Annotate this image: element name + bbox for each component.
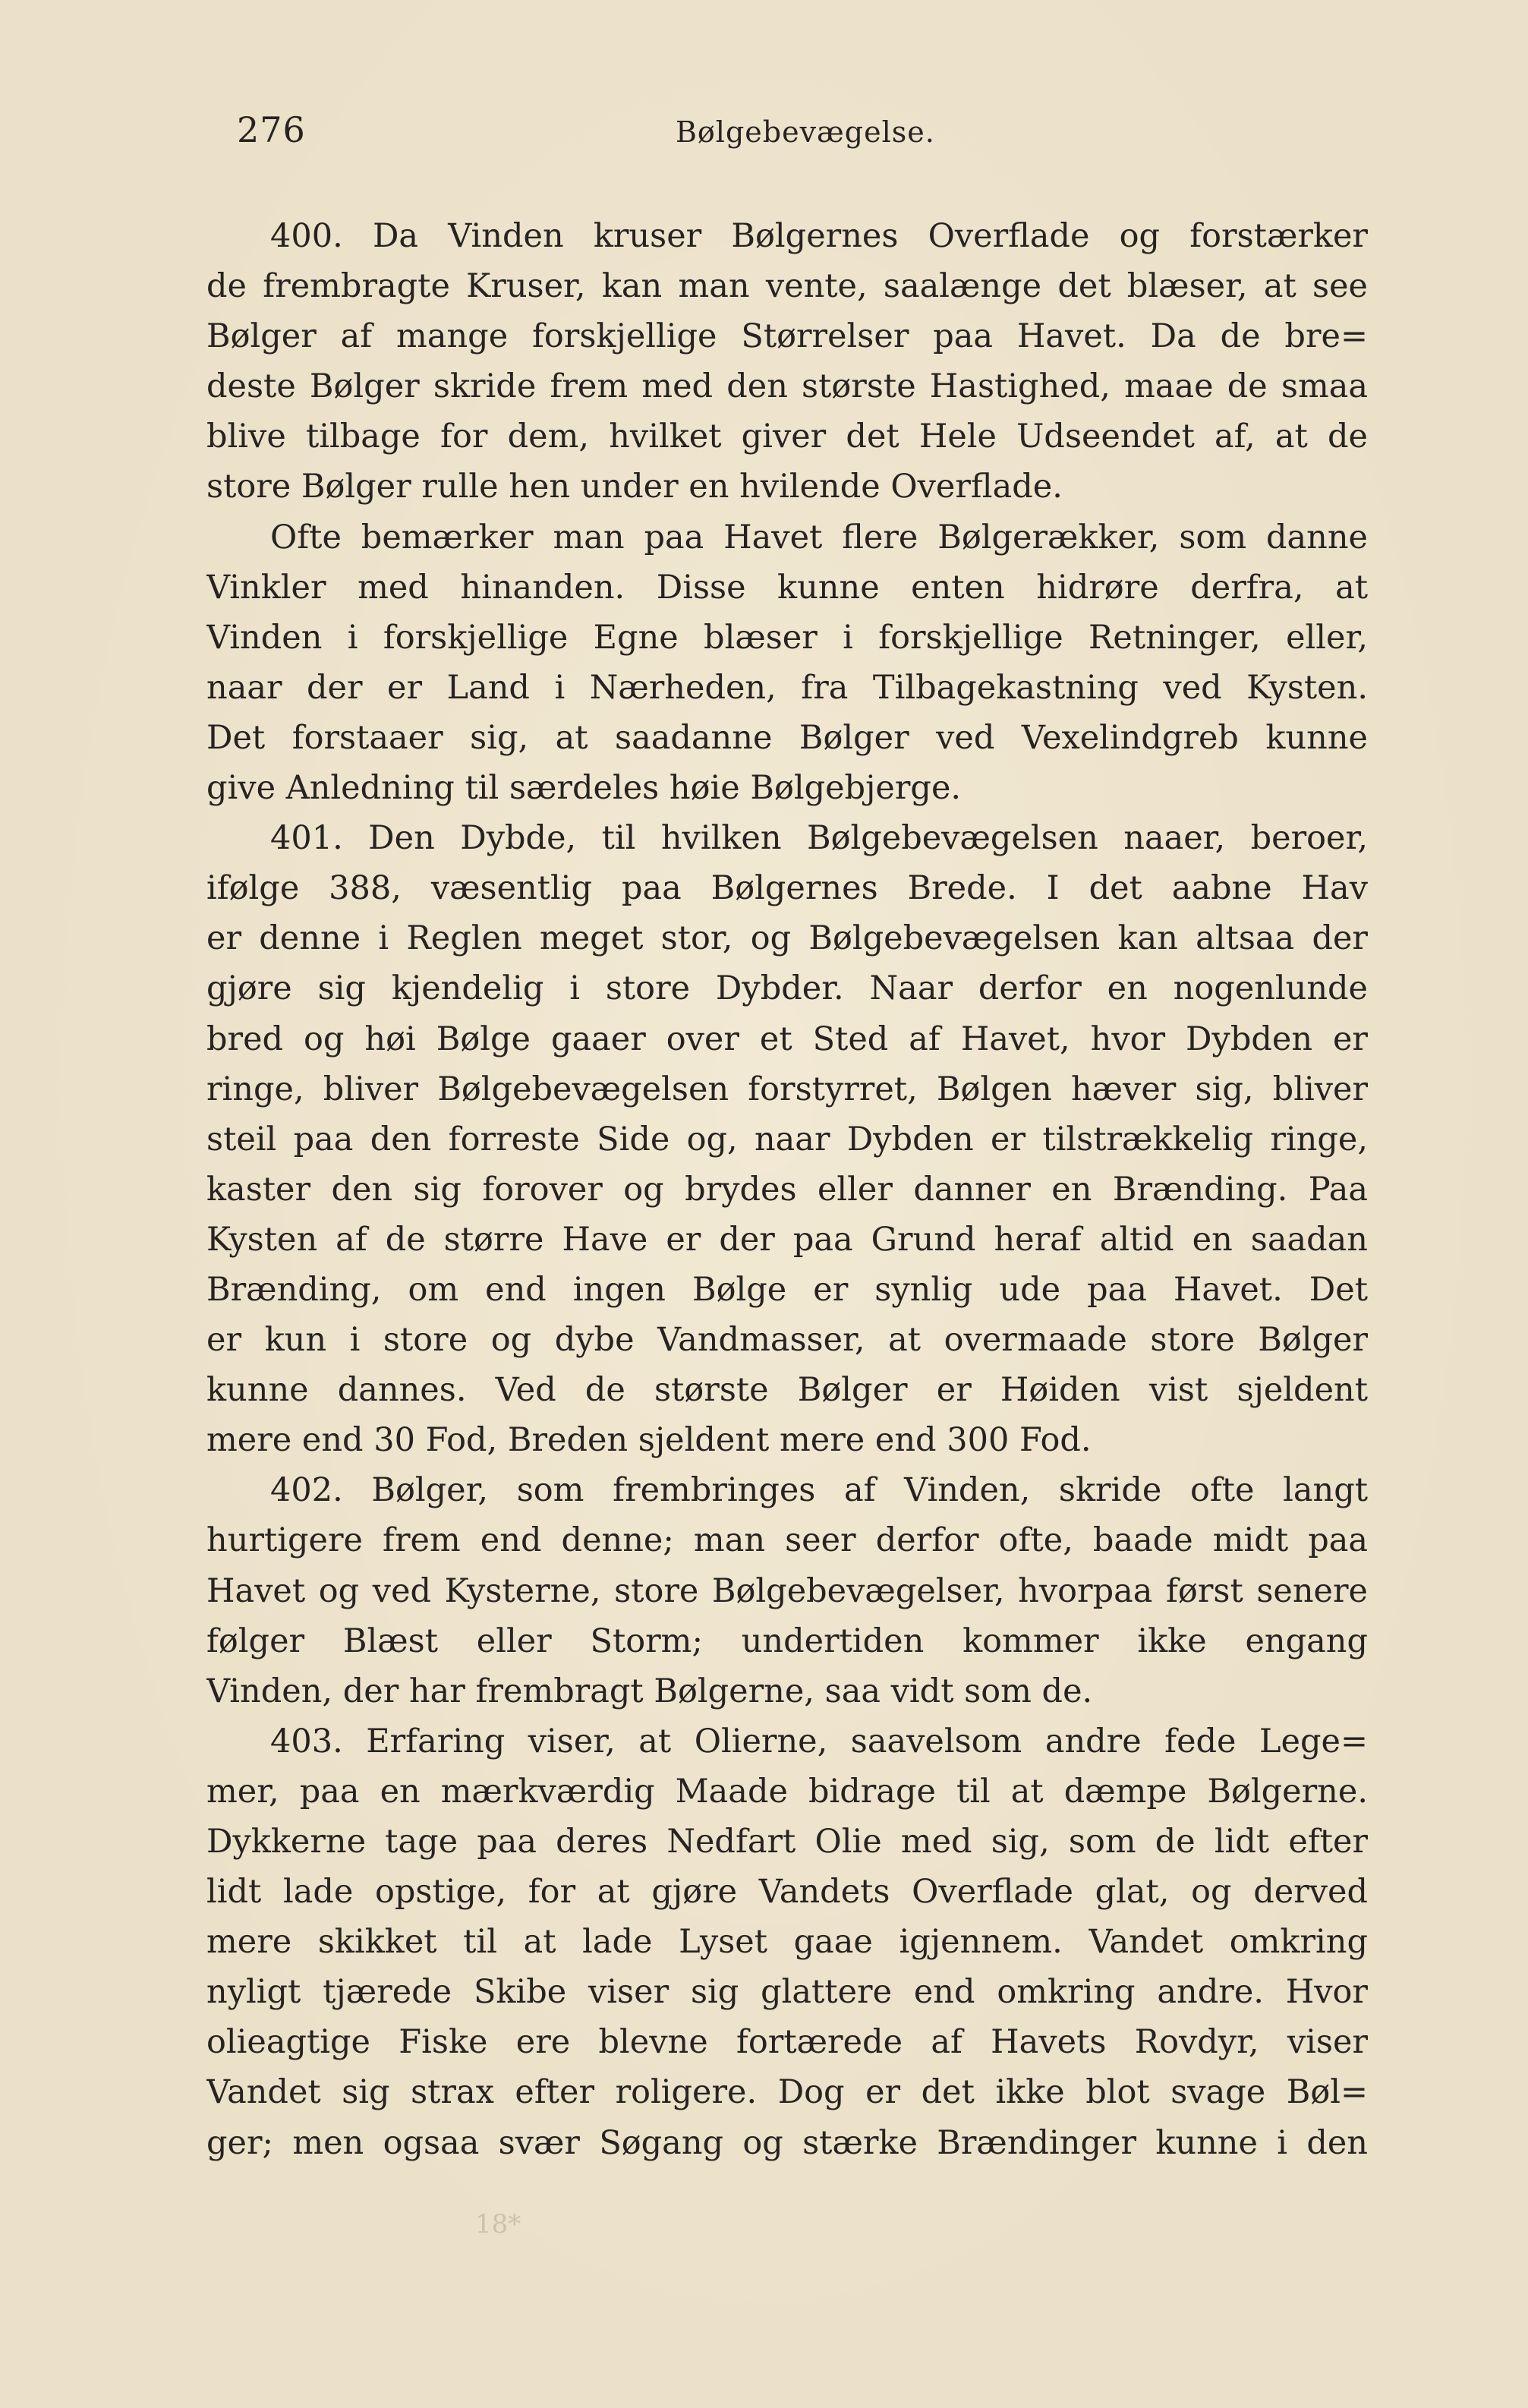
text-line: blive tilbage for dem, hvilket giver det Hele Udseendet af, at de: [206, 418, 1368, 456]
text-line: hurtigere frem end denne; man seer derfor ofte, baade midt paa: [206, 1521, 1368, 1560]
text-line: er kun i store og dybe Vandmasser, at overmaade store Bølger: [206, 1321, 1368, 1360]
signature-mark: 18*: [475, 2209, 521, 2239]
text-line: Ofte bemærker man paa Havet flere Bølgerækker, som danne: [270, 518, 1368, 556]
text-line: kaster den sig forover og brydes eller danner en Brænding. Paa: [206, 1170, 1368, 1209]
text-line: er denne i Reglen meget stor, og Bølgebevægelsen kan altsaa der: [206, 919, 1368, 958]
text-line: deste Bølger skride frem med den største Hastighed, maae de smaa: [206, 367, 1368, 406]
text-line: Brænding, om end ingen Bølge er synlig ude paa Havet. Det: [206, 1270, 1368, 1309]
text-line: olieagtige Fiske ere blevne fortærede af Havets Rovdyr, viser: [206, 2023, 1368, 2062]
text-line: Vinden i forskjellige Egne blæser i forskjellige Retninger, eller,: [206, 618, 1368, 657]
body-text: [206, 211, 1368, 2168]
text-line: mer, paa en mærkværdig Maade bidrage til at dæmpe Bølgerne.: [206, 1772, 1368, 1811]
text-line: lidt lade opstige, for at gjøre Vandets Overflade glat, og derved: [206, 1873, 1368, 1912]
text-line: nyligt tjærede Skibe viser sig glattere end omkring andre. Hvor: [206, 1973, 1368, 2012]
text-line: 402. Bølger, som frembringes af Vinden, skride ofte langt: [270, 1471, 1368, 1510]
text-line: Vandet sig strax efter roligere. Dog er det ikke blot svage Bøl=: [206, 2073, 1368, 2112]
text-line: Kysten af de større Have er der paa Grund heraf altid en saadan: [206, 1220, 1368, 1259]
text-line: mere skikket til at lade Lyset gaae igjennem. Vandet omkring: [206, 1923, 1368, 1962]
text-line: de frembragte Kruser, kan man vente, saalænge det blæser, at see: [206, 267, 1368, 306]
text-line: bred og høi Bølge gaaer over et Sted af Havet, hvor Dybden er: [206, 1020, 1368, 1058]
text-line: store Bølger rulle hen under en hvilende Overflade.: [206, 468, 1063, 506]
text-line: Dykkerne tage paa deres Nedfart Olie med sig, som de lidt efter: [206, 1823, 1368, 1861]
text-line: Bølger af mange forskjellige Størrelser paa Havet. Da de bre=: [206, 317, 1368, 356]
text-line: kunne dannes. Ved de største Bølger er Høiden vist sjeldent: [206, 1371, 1368, 1410]
text-line: ifølge 388, væsentlig paa Bølgernes Brede. I det aabne Hav: [206, 869, 1368, 908]
text-line: 401. Den Dybde, til hvilken Bølgebevægelsen naaer, beroer,: [270, 819, 1368, 858]
page-number: 276: [237, 109, 306, 150]
text-line: Vinkler med hinanden. Disse kunne enten hidrøre derfra, at: [206, 568, 1368, 607]
text-line: Det forstaaer sig, at saadanne Bølger ved Vexelindgreb kunne: [206, 718, 1368, 757]
text-line: gjøre sig kjendelig i store Dybder. Naar derfor en nogenlunde: [206, 969, 1368, 1008]
text-line: Havet og ved Kysterne, store Bølgebevægelser, hvorpaa først senere: [206, 1571, 1368, 1610]
text-line: 403. Erfaring viser, at Olierne, saavelsom andre fede Lege=: [270, 1722, 1368, 1760]
text-line: ringe, bliver Bølgebevægelsen forstyrret, Bølgen hæver sig, bliver: [206, 1070, 1368, 1108]
text-line: mere end 30 Fod, Breden sjeldent mere end 300 Fod.: [206, 1421, 1092, 1460]
text-line: 400. Da Vinden kruser Bølgernes Overflade og forstærker: [270, 217, 1368, 255]
text-line: ger; men ogsaa svær Søgang og stærke Brændinger kunne i den: [206, 2123, 1368, 2162]
text-line: naar der er Land i Nærheden, fra Tilbagekastning ved Kysten.: [206, 668, 1368, 707]
text-line: steil paa den forreste Side og, naar Dybden er tilstrækkelig ringe,: [206, 1120, 1368, 1158]
text-line: give Anledning til særdeles høie Bølgebjerge.: [206, 769, 962, 808]
text-line: Vinden, der har frembragt Bølgerne, saa vidt som de.: [206, 1672, 1093, 1710]
running-head: Bølgebevægelse.: [676, 115, 935, 149]
text-line: følger Blæst eller Storm; undertiden kommer ikke engang: [206, 1622, 1368, 1660]
